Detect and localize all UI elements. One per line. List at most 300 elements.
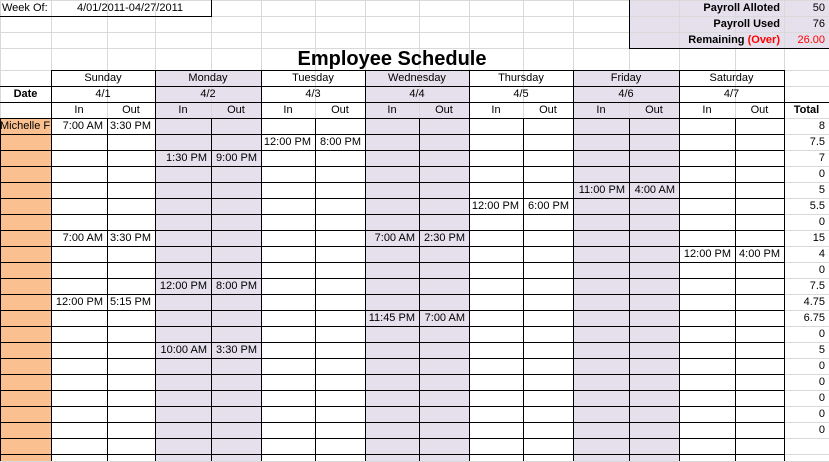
time-in-cell[interactable] bbox=[261, 246, 315, 262]
time-in-cell[interactable] bbox=[365, 326, 419, 342]
time-in-cell[interactable] bbox=[679, 262, 735, 278]
time-out-cell[interactable] bbox=[629, 326, 679, 342]
time-in-cell[interactable] bbox=[261, 326, 315, 342]
time-in-cell[interactable] bbox=[573, 134, 629, 150]
time-in-cell[interactable] bbox=[469, 278, 523, 294]
time-out-cell[interactable] bbox=[523, 150, 573, 166]
time-out-cell[interactable] bbox=[523, 326, 573, 342]
time-out-cell[interactable] bbox=[419, 134, 469, 150]
time-out-cell[interactable] bbox=[107, 310, 155, 326]
time-in-cell[interactable] bbox=[679, 358, 735, 374]
time-in-cell[interactable] bbox=[365, 118, 419, 134]
time-in-cell[interactable] bbox=[679, 214, 735, 230]
time-out-cell[interactable] bbox=[315, 310, 365, 326]
time-out-cell[interactable] bbox=[419, 358, 469, 374]
time-in-cell[interactable] bbox=[155, 358, 211, 374]
time-in-cell[interactable] bbox=[365, 278, 419, 294]
row-total-cell[interactable]: 0 bbox=[818, 216, 825, 228]
time-out-cell[interactable] bbox=[211, 134, 261, 150]
time-in-cell[interactable] bbox=[573, 406, 629, 422]
time-in-cell[interactable]: 7:00 AM bbox=[62, 120, 103, 132]
time-out-cell[interactable] bbox=[629, 150, 679, 166]
time-out-cell[interactable]: 5:15 PM bbox=[110, 296, 151, 308]
week-of-value[interactable]: 4/01/2011-04/27/2011 bbox=[77, 2, 184, 14]
employee-name-cell[interactable] bbox=[0, 230, 51, 246]
time-out-cell[interactable] bbox=[315, 182, 365, 198]
time-in-cell[interactable] bbox=[469, 390, 523, 406]
time-in-cell[interactable] bbox=[573, 230, 629, 246]
payroll-remaining-value[interactable]: 26.00 bbox=[797, 34, 825, 46]
time-in-cell[interactable] bbox=[155, 118, 211, 134]
time-out-cell[interactable] bbox=[211, 214, 261, 230]
time-out-cell[interactable] bbox=[315, 198, 365, 214]
time-out-cell[interactable] bbox=[315, 326, 365, 342]
time-in-cell[interactable] bbox=[261, 358, 315, 374]
time-in-cell[interactable] bbox=[469, 342, 523, 358]
time-in-cell[interactable]: 12:00 PM bbox=[55, 296, 103, 308]
employee-name-cell[interactable] bbox=[0, 310, 51, 326]
employee-name-cell[interactable] bbox=[0, 166, 51, 182]
time-out-cell[interactable] bbox=[107, 390, 155, 406]
time-out-cell[interactable] bbox=[211, 118, 261, 134]
time-out-cell[interactable] bbox=[523, 166, 573, 182]
time-out-cell[interactable] bbox=[211, 310, 261, 326]
time-out-cell[interactable] bbox=[315, 278, 365, 294]
time-out-cell[interactable] bbox=[107, 278, 155, 294]
time-out-cell[interactable] bbox=[523, 262, 573, 278]
time-in-cell[interactable] bbox=[261, 278, 315, 294]
time-out-cell[interactable] bbox=[735, 358, 784, 374]
employee-name-cell[interactable] bbox=[0, 342, 51, 358]
time-out-cell[interactable] bbox=[315, 342, 365, 358]
time-in-cell[interactable] bbox=[679, 118, 735, 134]
time-in-cell[interactable] bbox=[51, 214, 107, 230]
time-out-cell[interactable] bbox=[211, 374, 261, 390]
time-out-cell[interactable] bbox=[629, 374, 679, 390]
time-out-cell[interactable] bbox=[419, 246, 469, 262]
time-out-cell[interactable] bbox=[629, 422, 679, 438]
time-out-cell[interactable] bbox=[211, 390, 261, 406]
time-in-cell[interactable] bbox=[51, 406, 107, 422]
time-in-cell[interactable] bbox=[469, 134, 523, 150]
time-in-cell[interactable]: 12:00 PM bbox=[683, 248, 731, 260]
time-in-cell[interactable] bbox=[365, 294, 419, 310]
time-out-cell[interactable] bbox=[419, 374, 469, 390]
time-in-cell[interactable] bbox=[365, 262, 419, 278]
time-in-cell[interactable] bbox=[51, 166, 107, 182]
time-out-cell[interactable] bbox=[629, 406, 679, 422]
time-in-cell[interactable] bbox=[469, 294, 523, 310]
time-out-cell[interactable] bbox=[629, 166, 679, 182]
time-in-cell[interactable] bbox=[51, 358, 107, 374]
time-out-cell[interactable] bbox=[419, 278, 469, 294]
time-in-cell[interactable] bbox=[469, 374, 523, 390]
time-in-cell[interactable]: 12:00 PM bbox=[471, 200, 519, 212]
time-in-cell[interactable] bbox=[155, 134, 211, 150]
time-in-cell[interactable] bbox=[155, 294, 211, 310]
employee-name-cell[interactable] bbox=[0, 326, 51, 342]
time-in-cell[interactable] bbox=[261, 214, 315, 230]
employee-name-cell[interactable] bbox=[0, 406, 51, 422]
time-out-cell[interactable] bbox=[523, 406, 573, 422]
time-out-cell[interactable] bbox=[629, 134, 679, 150]
time-out-cell[interactable] bbox=[211, 294, 261, 310]
time-in-cell[interactable] bbox=[365, 198, 419, 214]
time-out-cell[interactable] bbox=[107, 134, 155, 150]
employee-name-cell[interactable] bbox=[0, 246, 51, 262]
time-in-cell[interactable] bbox=[679, 390, 735, 406]
row-total-cell[interactable]: 0 bbox=[818, 408, 825, 420]
time-in-cell[interactable] bbox=[155, 182, 211, 198]
time-out-cell[interactable] bbox=[419, 406, 469, 422]
time-out-cell[interactable] bbox=[315, 390, 365, 406]
time-in-cell[interactable] bbox=[365, 342, 419, 358]
employee-name-cell[interactable] bbox=[0, 182, 51, 198]
time-in-cell[interactable] bbox=[679, 374, 735, 390]
employee-name-cell[interactable] bbox=[0, 198, 51, 214]
time-out-cell[interactable] bbox=[629, 310, 679, 326]
time-out-cell[interactable] bbox=[629, 198, 679, 214]
employee-name-cell[interactable] bbox=[0, 374, 51, 390]
time-out-cell[interactable] bbox=[735, 374, 784, 390]
time-out-cell[interactable] bbox=[523, 358, 573, 374]
time-out-cell[interactable] bbox=[107, 422, 155, 438]
employee-name-cell[interactable] bbox=[0, 390, 51, 406]
time-in-cell[interactable] bbox=[51, 246, 107, 262]
time-out-cell[interactable] bbox=[315, 422, 365, 438]
time-in-cell[interactable] bbox=[51, 326, 107, 342]
time-in-cell[interactable] bbox=[261, 118, 315, 134]
time-in-cell[interactable] bbox=[679, 134, 735, 150]
time-out-cell[interactable] bbox=[629, 294, 679, 310]
time-out-cell[interactable] bbox=[735, 278, 784, 294]
time-out-cell[interactable] bbox=[629, 358, 679, 374]
time-out-cell[interactable] bbox=[735, 406, 784, 422]
time-out-cell[interactable] bbox=[523, 134, 573, 150]
time-out-cell[interactable] bbox=[629, 262, 679, 278]
time-in-cell[interactable] bbox=[679, 166, 735, 182]
time-out-cell[interactable] bbox=[735, 326, 784, 342]
time-in-cell[interactable] bbox=[679, 198, 735, 214]
time-in-cell[interactable] bbox=[679, 406, 735, 422]
time-out-cell[interactable] bbox=[419, 166, 469, 182]
time-in-cell[interactable] bbox=[261, 310, 315, 326]
time-out-cell[interactable] bbox=[107, 198, 155, 214]
time-in-cell[interactable] bbox=[469, 326, 523, 342]
time-out-cell[interactable] bbox=[211, 246, 261, 262]
time-out-cell[interactable] bbox=[107, 150, 155, 166]
time-in-cell[interactable] bbox=[365, 246, 419, 262]
time-in-cell[interactable] bbox=[469, 166, 523, 182]
time-in-cell[interactable] bbox=[51, 390, 107, 406]
time-out-cell[interactable] bbox=[315, 230, 365, 246]
time-in-cell[interactable] bbox=[365, 150, 419, 166]
time-in-cell[interactable] bbox=[469, 262, 523, 278]
employee-name-cell[interactable] bbox=[0, 358, 51, 374]
row-total-cell[interactable]: 0 bbox=[818, 392, 825, 404]
time-in-cell[interactable] bbox=[365, 390, 419, 406]
time-out-cell[interactable] bbox=[629, 214, 679, 230]
time-out-cell[interactable]: 3:30 PM bbox=[110, 120, 151, 132]
time-out-cell[interactable] bbox=[735, 422, 784, 438]
time-out-cell[interactable] bbox=[107, 246, 155, 262]
time-in-cell[interactable] bbox=[679, 326, 735, 342]
time-out-cell[interactable]: 6:00 PM bbox=[528, 200, 569, 212]
time-in-cell[interactable] bbox=[155, 374, 211, 390]
time-in-cell[interactable] bbox=[51, 310, 107, 326]
time-in-cell[interactable] bbox=[679, 278, 735, 294]
time-in-cell[interactable] bbox=[573, 310, 629, 326]
time-in-cell[interactable]: 12:00 PM bbox=[159, 280, 207, 292]
row-total-cell[interactable]: 0 bbox=[818, 424, 825, 436]
time-in-cell[interactable] bbox=[573, 246, 629, 262]
time-out-cell[interactable] bbox=[315, 150, 365, 166]
time-out-cell[interactable] bbox=[211, 198, 261, 214]
time-in-cell[interactable] bbox=[261, 166, 315, 182]
time-in-cell[interactable] bbox=[469, 358, 523, 374]
time-in-cell[interactable] bbox=[155, 406, 211, 422]
time-in-cell[interactable] bbox=[155, 262, 211, 278]
time-out-cell[interactable] bbox=[419, 150, 469, 166]
time-in-cell[interactable] bbox=[155, 422, 211, 438]
time-in-cell[interactable] bbox=[261, 342, 315, 358]
time-in-cell[interactable] bbox=[51, 198, 107, 214]
time-in-cell[interactable] bbox=[469, 230, 523, 246]
employee-name-cell[interactable] bbox=[0, 278, 51, 294]
employee-name-cell[interactable] bbox=[0, 150, 51, 166]
time-in-cell[interactable] bbox=[51, 150, 107, 166]
row-total-cell[interactable]: 4.75 bbox=[803, 296, 825, 308]
time-in-cell[interactable]: 7:00 AM bbox=[62, 232, 103, 244]
time-out-cell[interactable]: 3:30 PM bbox=[216, 344, 257, 356]
time-out-cell[interactable] bbox=[523, 422, 573, 438]
row-total-cell[interactable]: 0 bbox=[818, 264, 825, 276]
time-in-cell[interactable] bbox=[679, 422, 735, 438]
payroll-alloted-value[interactable]: 50 bbox=[812, 2, 825, 14]
row-total-cell[interactable]: 5 bbox=[818, 344, 825, 356]
time-in-cell[interactable] bbox=[51, 422, 107, 438]
time-out-cell[interactable] bbox=[419, 342, 469, 358]
time-in-cell[interactable] bbox=[573, 198, 629, 214]
time-out-cell[interactable]: 3:30 PM bbox=[110, 232, 151, 244]
time-in-cell[interactable] bbox=[469, 246, 523, 262]
employee-name-cell[interactable] bbox=[0, 134, 51, 150]
time-in-cell[interactable] bbox=[261, 230, 315, 246]
time-out-cell[interactable] bbox=[107, 214, 155, 230]
time-out-cell[interactable] bbox=[419, 118, 469, 134]
time-out-cell[interactable] bbox=[107, 166, 155, 182]
time-out-cell[interactable] bbox=[419, 214, 469, 230]
time-out-cell[interactable] bbox=[735, 182, 784, 198]
time-out-cell[interactable] bbox=[107, 358, 155, 374]
time-in-cell[interactable] bbox=[469, 310, 523, 326]
time-out-cell[interactable] bbox=[107, 374, 155, 390]
row-total-cell[interactable]: 0 bbox=[818, 168, 825, 180]
time-out-cell[interactable] bbox=[735, 310, 784, 326]
time-out-cell[interactable] bbox=[419, 390, 469, 406]
time-in-cell[interactable] bbox=[155, 214, 211, 230]
time-out-cell[interactable]: 8:00 PM bbox=[320, 136, 361, 148]
time-in-cell[interactable]: 10:00 AM bbox=[160, 344, 207, 356]
time-in-cell[interactable] bbox=[573, 150, 629, 166]
time-out-cell[interactable] bbox=[419, 262, 469, 278]
time-in-cell[interactable]: 12:00 PM bbox=[263, 136, 311, 148]
time-in-cell[interactable]: 1:30 PM bbox=[166, 152, 207, 164]
time-in-cell[interactable] bbox=[261, 422, 315, 438]
time-out-cell[interactable] bbox=[315, 214, 365, 230]
time-out-cell[interactable] bbox=[523, 310, 573, 326]
time-in-cell[interactable] bbox=[51, 262, 107, 278]
time-in-cell[interactable]: 11:45 PM bbox=[368, 312, 415, 324]
time-out-cell[interactable] bbox=[735, 262, 784, 278]
time-out-cell[interactable]: 4:00 AM bbox=[634, 184, 675, 196]
time-out-cell[interactable] bbox=[419, 422, 469, 438]
payroll-used-value[interactable]: 76 bbox=[812, 18, 825, 30]
time-in-cell[interactable] bbox=[261, 390, 315, 406]
time-out-cell[interactable] bbox=[315, 406, 365, 422]
time-out-cell[interactable] bbox=[735, 198, 784, 214]
time-in-cell[interactable] bbox=[573, 166, 629, 182]
time-out-cell[interactable] bbox=[629, 342, 679, 358]
time-out-cell[interactable] bbox=[735, 134, 784, 150]
time-in-cell[interactable] bbox=[573, 262, 629, 278]
time-out-cell[interactable] bbox=[735, 118, 784, 134]
time-in-cell[interactable] bbox=[573, 118, 629, 134]
time-in-cell[interactable] bbox=[573, 358, 629, 374]
time-out-cell[interactable]: 4:00 PM bbox=[739, 248, 780, 260]
time-out-cell[interactable] bbox=[419, 198, 469, 214]
time-in-cell[interactable] bbox=[365, 134, 419, 150]
time-out-cell[interactable] bbox=[315, 166, 365, 182]
time-out-cell[interactable] bbox=[523, 214, 573, 230]
time-in-cell[interactable] bbox=[155, 246, 211, 262]
row-total-cell[interactable]: 7.5 bbox=[809, 136, 825, 148]
time-out-cell[interactable] bbox=[523, 118, 573, 134]
time-out-cell[interactable] bbox=[315, 246, 365, 262]
time-out-cell[interactable] bbox=[211, 406, 261, 422]
time-out-cell[interactable] bbox=[211, 262, 261, 278]
row-total-cell[interactable]: 0 bbox=[818, 328, 825, 340]
time-out-cell[interactable] bbox=[315, 262, 365, 278]
time-in-cell[interactable] bbox=[261, 406, 315, 422]
time-in-cell[interactable] bbox=[469, 422, 523, 438]
time-in-cell[interactable] bbox=[679, 182, 735, 198]
time-in-cell[interactable] bbox=[261, 294, 315, 310]
time-in-cell[interactable] bbox=[365, 166, 419, 182]
time-in-cell[interactable] bbox=[365, 214, 419, 230]
time-in-cell[interactable]: 7:00 AM bbox=[374, 232, 415, 244]
time-in-cell[interactable] bbox=[261, 262, 315, 278]
time-out-cell[interactable] bbox=[211, 182, 261, 198]
time-in-cell[interactable] bbox=[679, 150, 735, 166]
time-out-cell[interactable] bbox=[523, 342, 573, 358]
time-in-cell[interactable] bbox=[573, 390, 629, 406]
time-in-cell[interactable] bbox=[469, 182, 523, 198]
employee-name-cell[interactable] bbox=[0, 262, 51, 278]
time-out-cell[interactable] bbox=[523, 374, 573, 390]
time-in-cell[interactable] bbox=[365, 374, 419, 390]
time-in-cell[interactable] bbox=[51, 374, 107, 390]
time-out-cell[interactable] bbox=[629, 390, 679, 406]
time-in-cell[interactable] bbox=[51, 278, 107, 294]
time-in-cell[interactable] bbox=[261, 182, 315, 198]
time-in-cell[interactable] bbox=[155, 310, 211, 326]
row-total-cell[interactable]: 6.75 bbox=[803, 312, 825, 324]
time-out-cell[interactable] bbox=[629, 118, 679, 134]
time-out-cell[interactable] bbox=[211, 358, 261, 374]
time-out-cell[interactable] bbox=[107, 406, 155, 422]
time-in-cell[interactable] bbox=[469, 118, 523, 134]
time-in-cell[interactable] bbox=[51, 342, 107, 358]
time-in-cell[interactable] bbox=[679, 294, 735, 310]
time-out-cell[interactable] bbox=[735, 390, 784, 406]
row-total-cell[interactable]: 8 bbox=[818, 120, 825, 132]
time-out-cell[interactable] bbox=[735, 342, 784, 358]
time-in-cell[interactable] bbox=[469, 150, 523, 166]
time-out-cell[interactable] bbox=[107, 342, 155, 358]
time-in-cell[interactable] bbox=[365, 422, 419, 438]
time-in-cell[interactable] bbox=[573, 278, 629, 294]
time-out-cell[interactable] bbox=[735, 214, 784, 230]
time-out-cell[interactable] bbox=[735, 150, 784, 166]
time-in-cell[interactable] bbox=[573, 374, 629, 390]
time-out-cell[interactable] bbox=[629, 246, 679, 262]
time-out-cell[interactable]: 8:00 PM bbox=[216, 280, 257, 292]
time-out-cell[interactable] bbox=[107, 262, 155, 278]
time-out-cell[interactable] bbox=[419, 294, 469, 310]
time-out-cell[interactable] bbox=[211, 166, 261, 182]
row-total-cell[interactable]: 4 bbox=[818, 248, 825, 260]
row-total-cell[interactable]: 5 bbox=[818, 184, 825, 196]
time-out-cell[interactable] bbox=[419, 182, 469, 198]
time-in-cell[interactable] bbox=[573, 342, 629, 358]
time-out-cell[interactable] bbox=[735, 230, 784, 246]
time-out-cell[interactable] bbox=[107, 326, 155, 342]
time-in-cell[interactable] bbox=[51, 134, 107, 150]
time-in-cell[interactable] bbox=[679, 230, 735, 246]
time-in-cell[interactable] bbox=[365, 406, 419, 422]
time-out-cell[interactable] bbox=[315, 118, 365, 134]
time-in-cell[interactable] bbox=[155, 198, 211, 214]
time-out-cell[interactable]: 2:30 PM bbox=[424, 232, 465, 244]
time-in-cell[interactable] bbox=[155, 390, 211, 406]
time-in-cell[interactable] bbox=[365, 182, 419, 198]
time-out-cell[interactable]: 9:00 PM bbox=[216, 152, 257, 164]
time-out-cell[interactable] bbox=[523, 230, 573, 246]
time-in-cell[interactable] bbox=[573, 214, 629, 230]
time-out-cell[interactable] bbox=[211, 326, 261, 342]
time-in-cell[interactable] bbox=[261, 150, 315, 166]
time-in-cell[interactable] bbox=[51, 182, 107, 198]
time-out-cell[interactable] bbox=[315, 294, 365, 310]
time-out-cell[interactable] bbox=[211, 230, 261, 246]
time-out-cell[interactable] bbox=[523, 390, 573, 406]
time-out-cell[interactable] bbox=[523, 246, 573, 262]
time-in-cell[interactable]: 11:00 PM bbox=[578, 184, 625, 196]
row-total-cell[interactable]: 0 bbox=[818, 376, 825, 388]
employee-name-cell[interactable] bbox=[0, 422, 51, 438]
time-out-cell[interactable] bbox=[735, 294, 784, 310]
time-in-cell[interactable] bbox=[469, 406, 523, 422]
time-out-cell[interactable] bbox=[315, 374, 365, 390]
time-in-cell[interactable] bbox=[573, 326, 629, 342]
time-out-cell[interactable] bbox=[419, 326, 469, 342]
time-out-cell[interactable] bbox=[735, 166, 784, 182]
employee-name-cell[interactable]: Michelle F bbox=[0, 120, 51, 132]
row-total-cell[interactable]: 5.5 bbox=[809, 200, 825, 212]
row-total-cell[interactable]: 7 bbox=[818, 152, 825, 164]
time-out-cell[interactable] bbox=[523, 278, 573, 294]
